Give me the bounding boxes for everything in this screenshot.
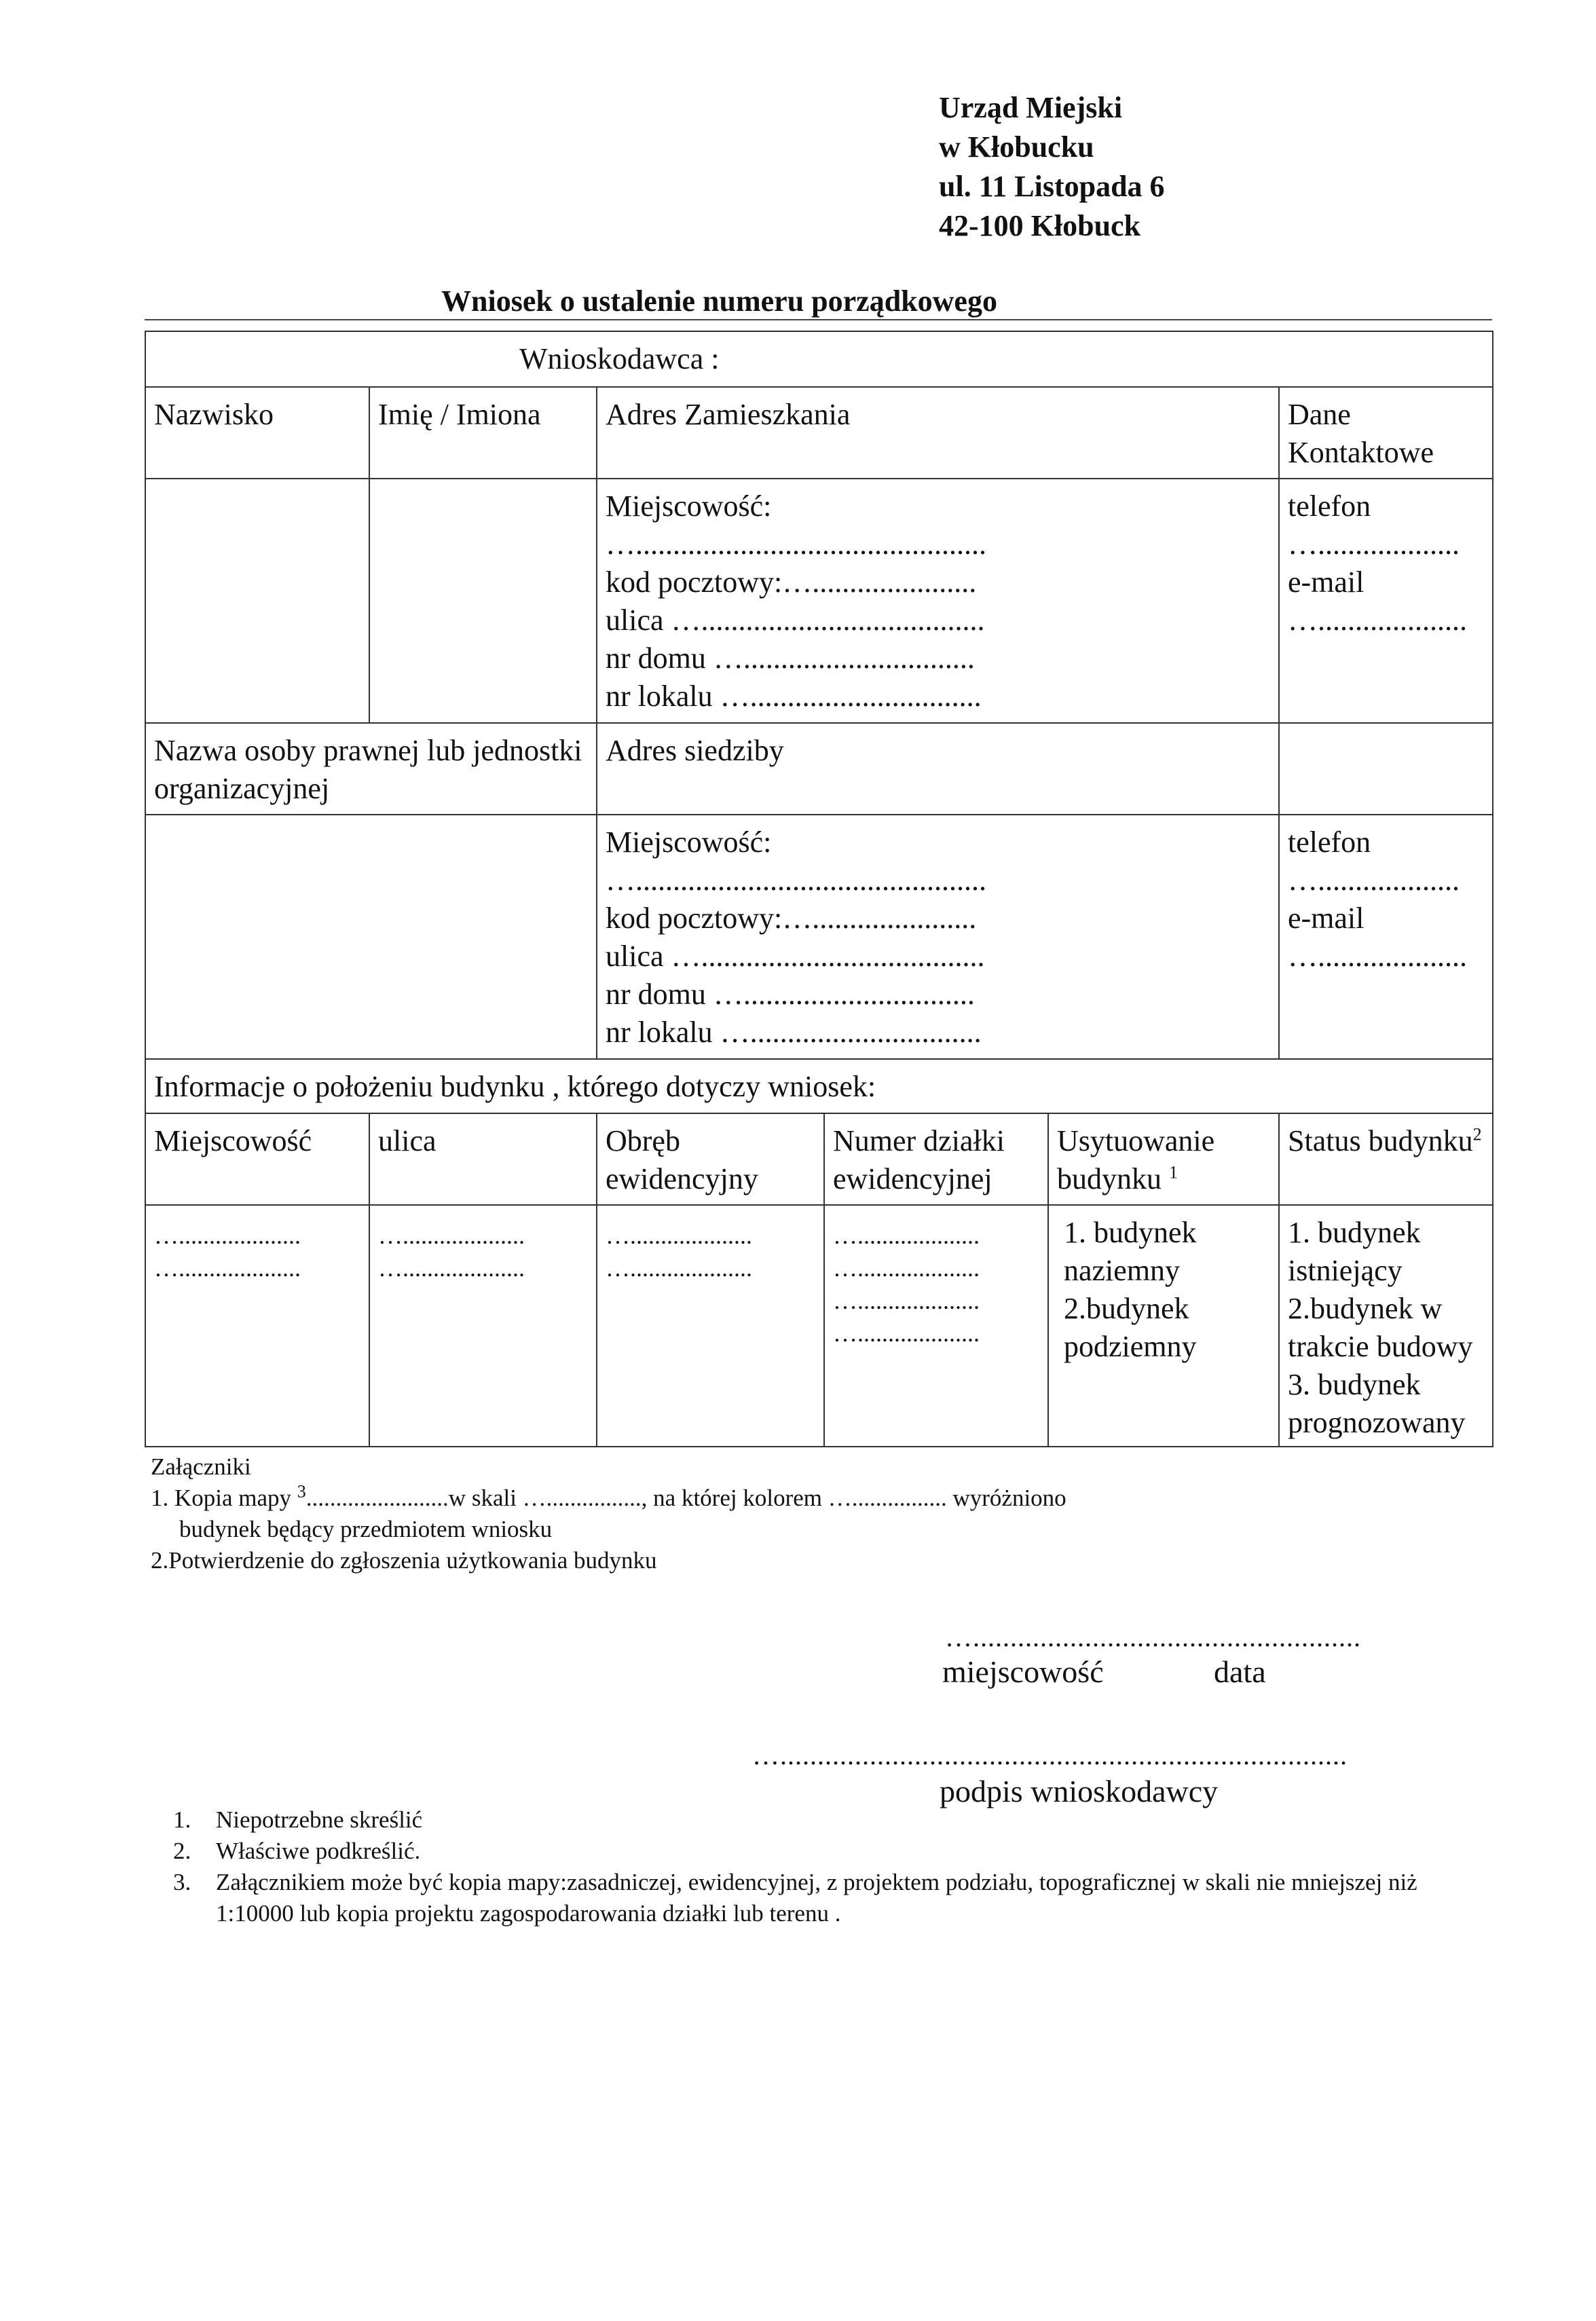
parcel-dots-1: ….................... [833,1222,980,1249]
attachment-item-1 [151,1483,1066,1514]
contact-header: Dane Kontaktowe [1279,387,1493,479]
locality-dots: …............................................... [606,527,986,561]
parcel-dots-4: ….................... [833,1320,980,1347]
parcel-dots-3: ….................... [833,1287,980,1314]
status-option-planned[interactable]: 3. budynek prognozowany [1288,1368,1466,1439]
office-address [939,88,1165,246]
email-label: e-mail [1288,565,1365,599]
parcel-number-field[interactable] [824,1205,1048,1447]
location-option-underground[interactable]: 2.budynek podziemny [1064,1292,1197,1363]
building-status-options[interactable] [1279,1205,1493,1447]
footnote-ref-3: 3 [297,1481,306,1502]
residence-address-field[interactable] [597,479,1279,723]
seat-locality-label: Miejscowość: [606,825,772,859]
location-option-ground[interactable]: 1. budynek naziemny [1064,1216,1197,1287]
building-info-heading: Informacje o położeniu budynku , którego dotyczy wniosek: [145,1059,1493,1113]
seat-locality-dots: …............................................... [606,864,986,897]
seat-phone-dots: …................... [1288,864,1460,897]
building-status-header-text: Status budynku [1288,1124,1473,1157]
flat-number-line: nr lokalu …............................... [606,680,982,713]
house-number-line: nr domu …............................... [606,642,975,675]
building-locality-dots-1: ….................... [154,1222,301,1249]
building-location-header-text: Usytuowanie budynku [1057,1124,1215,1195]
footnote-ref-1: 1 [1169,1162,1178,1183]
building-locality-field[interactable] [145,1205,369,1447]
seat-address-header: Adres siedziby [597,723,1279,815]
seat-phone-label: telefon [1288,825,1371,859]
attachment-item-1-continuation: budynek będący przedmiotem wniosku [179,1516,553,1542]
locality-label: Miejscowość: [606,489,772,523]
building-locality-dots-2: ….................... [154,1255,301,1282]
seat-contact-field[interactable] [1279,815,1493,1059]
address-header: Adres Zamieszkania [597,387,1279,479]
signature-dots[interactable]: …............................................................................ [752,1740,1348,1770]
office-city: w Kłobucku [939,130,1094,164]
precinct-header: Obręb ewidencyjny [597,1113,824,1205]
surname-field[interactable] [145,479,369,723]
seat-email-label: e-mail [1288,902,1365,935]
legal-entity-contact-header [1279,723,1493,815]
status-option-under-construction[interactable]: 2.budynek w trakcie budowy [1288,1292,1473,1363]
attachments-heading: Załączniki [151,1453,251,1480]
parcel-dots-2: ….................... [833,1255,980,1282]
building-street-dots-2: ….................... [378,1255,525,1282]
attachments-section [151,1451,1066,1576]
postal-code-line: kod pocztowy:…...................... [606,565,977,599]
seat-address-field[interactable] [597,815,1279,1059]
building-location-header [1048,1113,1279,1205]
footnote-2: 2. Właściwe podkreślić. [197,1836,1487,1867]
date-label: data [1214,1654,1266,1689]
seat-house-number-line: nr domu …............................... [606,978,975,1011]
title-rule [145,319,1492,320]
street-line: ulica …...................................... [606,604,985,637]
firstname-field[interactable] [369,479,597,723]
building-street-field[interactable] [369,1205,597,1447]
office-name: Urząd Miejski [939,91,1123,124]
applicant-heading-cell [145,331,1493,387]
seat-email-dots: ….................... [1288,940,1467,973]
footnotes [139,1804,1487,1929]
attachment-item-2: 2.Potwierdzenie do zgłoszenia użytkowania budynku [151,1547,657,1574]
legal-entity-header: Nazwa osoby prawnej lub jednostki organizacyjnej [145,723,597,815]
firstname-header: Imię / Imiona [369,387,597,479]
office-postal: 42-100 Kłobuck [939,209,1141,242]
building-locality-header: Miejscowość [145,1113,369,1205]
building-street-header: ulica [369,1113,597,1205]
place-date-dots[interactable]: ….................................................... [945,1622,1361,1652]
status-option-existing[interactable]: 1. budynek istniejący [1288,1216,1421,1287]
parcel-number-header: Numer działki ewidencyjnej [824,1113,1048,1205]
footnote-1: 1. Niepotrzebne skreślić [197,1804,1487,1836]
building-status-header [1279,1113,1493,1205]
seat-street-line: ulica …...................................... [606,940,985,973]
signature-label: podpis wnioskodawcy [940,1774,1219,1808]
precinct-field[interactable] [597,1205,824,1447]
building-street-dots-1: ….................... [378,1222,525,1249]
attachment-item-1-start: 1. Kopia mapy [151,1485,292,1511]
phone-dots: …................... [1288,527,1460,561]
footnote-3: 3. Załącznikiem może być kopia mapy:zasadniczej, ewidencyjnej, z projektem podziału, topograficznej w skali nie mniejszej niż 1:10000 lub kopia projektu zagospodarowania działki lub terenu . [197,1867,1487,1929]
contact-field[interactable] [1279,479,1493,723]
attachment-item-1-rest: ........................w skali …................, na której kolorem …................ wyróżniono [305,1485,1066,1511]
building-location-options[interactable] [1048,1205,1279,1447]
seat-postal-code-line: kod pocztowy:…...................... [606,902,977,935]
legal-entity-name-field[interactable] [145,815,597,1059]
footnote-ref-2: 2 [1472,1124,1482,1145]
application-form-table [145,331,1493,1447]
office-street: ul. 11 Listopada 6 [939,170,1165,203]
place-label: miejscowość [942,1654,1104,1689]
phone-label: telefon [1288,489,1371,523]
precinct-dots-1: ….................... [606,1222,752,1249]
seat-flat-number-line: nr lokalu …............................... [606,1016,982,1049]
email-dots: ….................... [1288,604,1467,637]
applicant-heading: Wnioskodawca : [519,342,720,375]
form-title: Wniosek o ustalenie numeru porządkowego [441,284,997,318]
precinct-dots-2: ….................... [606,1255,752,1282]
surname-header: Nazwisko [145,387,369,479]
